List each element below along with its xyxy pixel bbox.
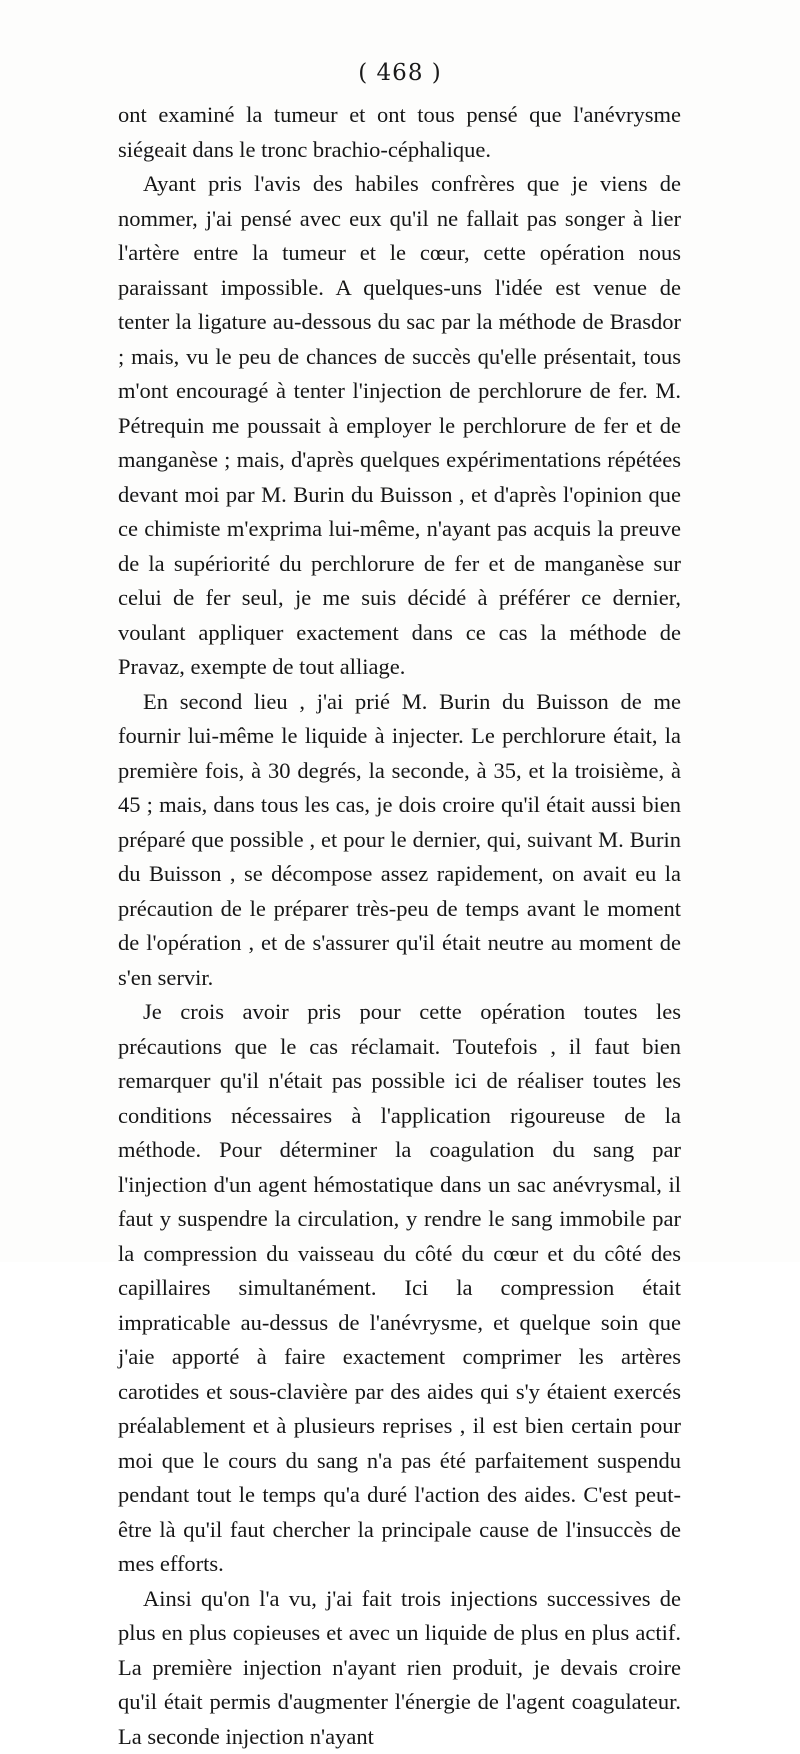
paragraph-3: En second lieu , j'ai prié M. Burin du Buisson de me fournir lui-même le liquide à injecter. Le perchlorure était, la première fois, à 30 degrés, la seconde, à 35, et la troisième, à 45 ; mais, dans tous les cas, je dois croire qu'il était aussi bien préparé que possible , et pour le dernier, qui, suivant M. Burin du Buisson , se décompose assez rapidement, on avait eu la précaution de le préparer très-peu de temps avant le moment de l'opération , et de s'assurer qu'il était neutre au moment de s'en servir. bbox=[118, 685, 681, 996]
paragraph-1: ont examiné la tumeur et ont tous pensé que l'anévrysme siégeait dans le tronc brachio-céphalique. bbox=[118, 98, 681, 167]
paragraph-2: Ayant pris l'avis des habiles confrères que je viens de nommer, j'ai pensé avec eux qu'il ne fallait pas songer à lier l'artère entre la tumeur et le cœur, cette opération nous paraissant impossible. A quelques-uns l'idée est venue de tenter la ligature au-dessous du sac par la méthode de Brasdor ; mais, vu le peu de chances de succès qu'elle présentait, tous m'ont encouragé à tenter l'injection de perchlorure de fer. M. Pétrequin me poussait à employer le perchlorure de fer et de manganèse ; mais, d'après quelques expérimentations répétées devant moi par M. Burin du Buisson , et d'après l'opinion que ce chimiste m'exprima lui-même, n'ayant pas acquis la preuve de la supériorité du perchlorure de fer et de manganèse sur celui de fer seul, je me suis décidé à préférer ce dernier, voulant appliquer exactement dans ce cas la méthode de Pravaz, exempte de tout alliage. bbox=[118, 167, 681, 685]
paragraph-4: Je crois avoir pris pour cette opération toutes les précautions que le cas réclamait. Toutefois , il faut bien remarquer qu'il n'était pas possible ici de réaliser toutes les conditions nécessaires à l'application rigoureuse de la méthode. Pour déterminer la coagulation du sang par l'injection d'un agent hémostatique dans un sac anévrysmal, il faut y suspendre la circulation, y rendre le sang immobile par la compression du vaisseau du côté du cœur et du côté des capillaires simultanément. Ici la compression était impraticable au-dessus de l'anévrysme, et quelque soin que j'aie apporté à faire exactement comprimer les artères carotides et sous-clavière par des aides qui s'y étaient exercés préalablement et à plusieurs reprises , il est bien certain pour moi que le cours du sang n'a pas été parfaitement suspendu pendant tout le temps qu'a duré l'action des aides. C'est peut-être là qu'il faut chercher la principale cause de l'insuccès de mes efforts. bbox=[118, 995, 681, 1582]
paragraph-5: Ainsi qu'on l'a vu, j'ai fait trois injections successives de plus en plus copieuses et avec un liquide de plus en plus actif. La première injection n'ayant rien produit, je devais croire qu'il était permis d'augmenter l'énergie de l'agent coagulateur. La seconde injection n'ayant bbox=[118, 1582, 681, 1754]
page-number: ( 468 ) bbox=[0, 60, 800, 86]
body-text bbox=[118, 98, 681, 1754]
